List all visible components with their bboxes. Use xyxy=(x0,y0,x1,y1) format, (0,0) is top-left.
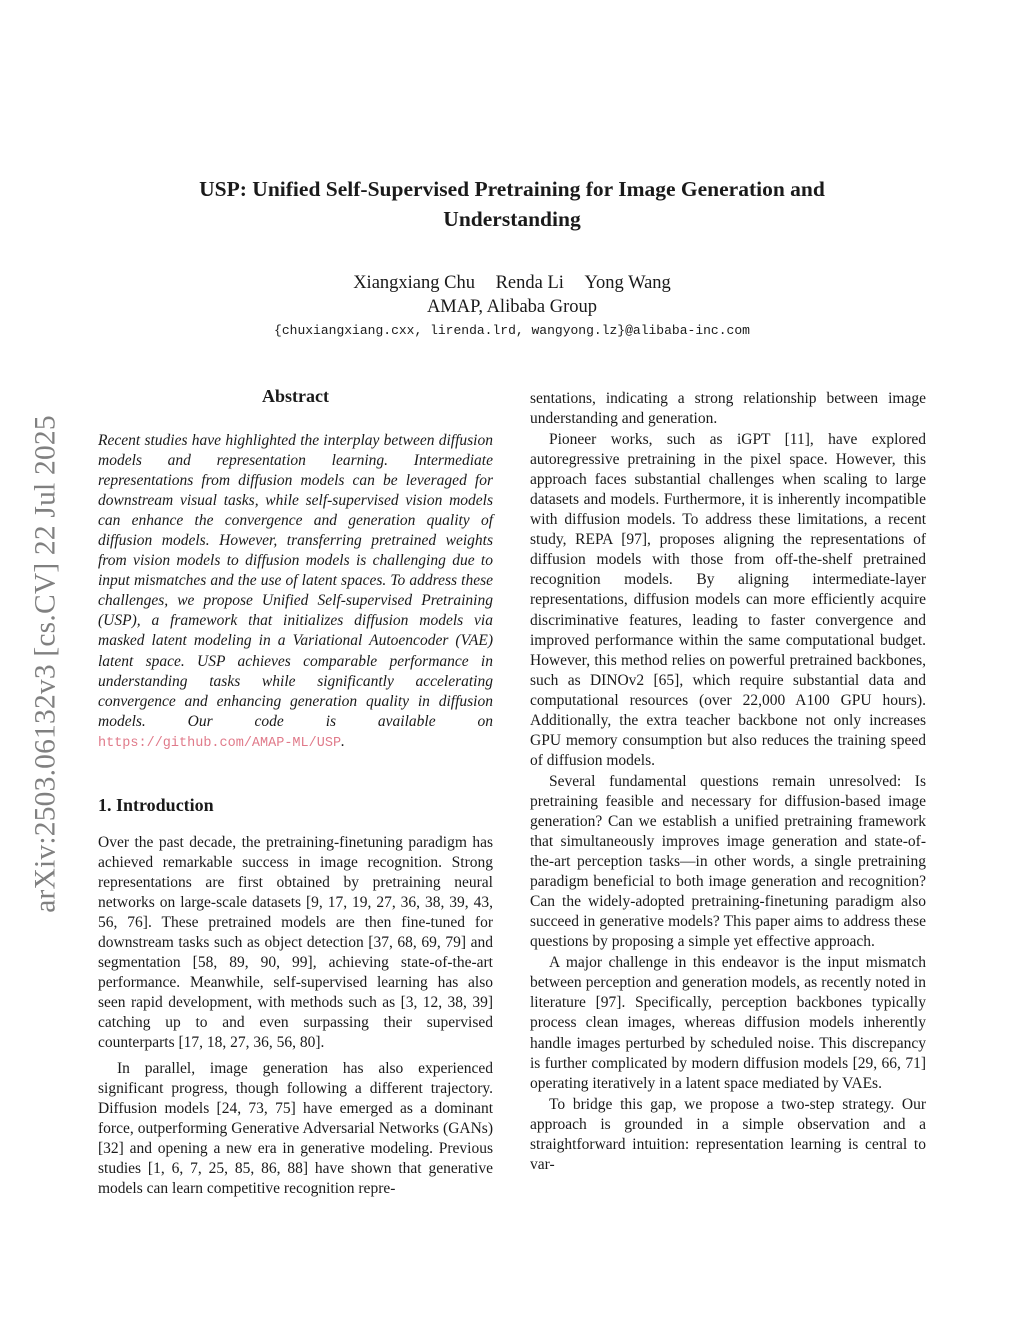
arxiv-id: arXiv:2503.06132v3 [cs.CV] 22 Jul 2025 xyxy=(29,415,62,913)
right-column xyxy=(530,389,926,1176)
author-emails xyxy=(130,321,894,341)
section-heading-introduction: 1. Introduction xyxy=(98,795,214,815)
code-link[interactable]: https://github.com/AMAP-ML/USP xyxy=(98,735,342,751)
arxiv-watermark xyxy=(26,374,66,954)
abstract-body xyxy=(98,431,493,754)
paper-title: USP: Unified Self-Supervised Pretraining for Image Generation and Understanding xyxy=(199,177,825,231)
paragraph: Pioneer works, such as iGPT [11], have explored autoregressive pretraining in the pixel space. However, this approach faces substantial challenges when scaling to large datasets and models. Furthermore, it is inherently incompatible with diffusion models. To address these limitations, a recent study, REPA [97], proposes aligning the representations of diffusion models with those from off-the-shelf pretrained recognition models. By aligning intermediate-layer representations, diffusion models can more efficiently acquire discriminative features, leading to faster convergence and improved performance within the same computational budget. However, this method relies on powerful pretrained backbones, such as DINOv2 [65], which require substantial data and computational resources (over 22,000 A100 GPU hours). Additionally, the extra teacher backbone not only increases GPU memory consumption but also reduces the training speed of diffusion models. xyxy=(530,431,926,769)
author-name: Renda Li xyxy=(495,273,564,293)
introduction-body xyxy=(98,833,493,1204)
abstract-heading: Abstract xyxy=(262,386,329,406)
paragraph: A major challenge in this endeavor is the input mismatch between perception and generation models, as recently noted in literature [97]. Specifically, perception backbones typically process clean images, whereas diffusion models inherently handle images perturbed by scheduled noise. This discrepancy is further complicated by modern diffusion models [29, 66, 71] operating iteratively in a latent space mediated by VAEs. xyxy=(530,954,926,1092)
paragraph: Several fundamental questions remain unresolved: Is pretraining feasible and necessary for diffusion-based image generation? Can we establish a unified pretraining framework that simultaneously improves image generation and state-of-the-art perception tasks—in other words, a single pretraining paradigm beneficial to both image generation and recognition? Can the widely-adopted pretraining-finetuning paradigm also succeed in generative models? This paper aims to address these questions by proposing a simple yet effective approach. xyxy=(530,772,926,951)
paragraph: To bridge this gap, we propose a two-step strategy. Our approach is grounded in a simple observation and a straightforward intuition: representation learning is central to var- xyxy=(530,1095,926,1173)
author-name: Xiangxiang Chu xyxy=(353,273,475,293)
author-list xyxy=(130,271,894,295)
affiliation: AMAP, Alibaba Group xyxy=(426,297,598,317)
abstract-text: Recent studies have highlighted the interplay between diffusion models and representation learning. Intermediate representations from diffusion models can be leveraged for downstream visual tasks, while self-supervised vision models can enhance the convergence and generation quality of diffusion models. However, transferring pretrained weights from vision models to diffusion models is challenging due to input mismatches and the use of latent spaces. To address these challenges, we propose Unified Self-supervised Pretraining (USP), a framework that initializes diffusion models via masked latent modeling in a Variational Autoencoder (VAE) latent space. USP achieves comparable performance in understanding tasks while significantly accelerating convergence and enhancing generation quality in diffusion models. Our code is available on xyxy=(98,432,493,730)
author-block xyxy=(130,271,894,319)
paragraph: sentations, indicating a strong relationship between image understanding and generation. xyxy=(530,390,926,428)
email-list: {chuxiangxiang.cxx, lirenda.lrd, wangyong.lz}@alibaba-inc.com xyxy=(274,323,750,338)
paragraph: Over the past decade, the pretraining-finetuning paradigm has achieved remarkable success in image recognition. Strong representations are first obtained by pretraining neural networks on large-scale datasets [9, 17, 19, 27, 36, 38, 39, 43, 56, 76]. These pretrained models are then fine-tuned for downstream tasks such as object detection [37, 68, 69, 79] and segmentation [58, 89, 90, 99], achieving state-of-the-art performance. Meanwhile, self-supervised learning has also seen rapid development, with methods such as [3, 12, 38, 39] catching up to and even surpassing their supervised counterparts [17, 18, 27, 36, 56, 80]. xyxy=(98,834,493,1052)
paragraph: In parallel, image generation has also experienced significant progress, though following a different trajectory. Diffusion models [24, 73, 75] have emerged as a dominant force, outperforming Generative Adversarial Networks (GANs) [32] and opening a new era in generative modeling. Previous studies [1, 6, 7, 25, 85, 86, 88] have shown that generative models can learn competitive recognition repre- xyxy=(98,1059,493,1197)
author-name: Yong Wang xyxy=(584,273,671,293)
abstract-end: . xyxy=(341,732,345,750)
